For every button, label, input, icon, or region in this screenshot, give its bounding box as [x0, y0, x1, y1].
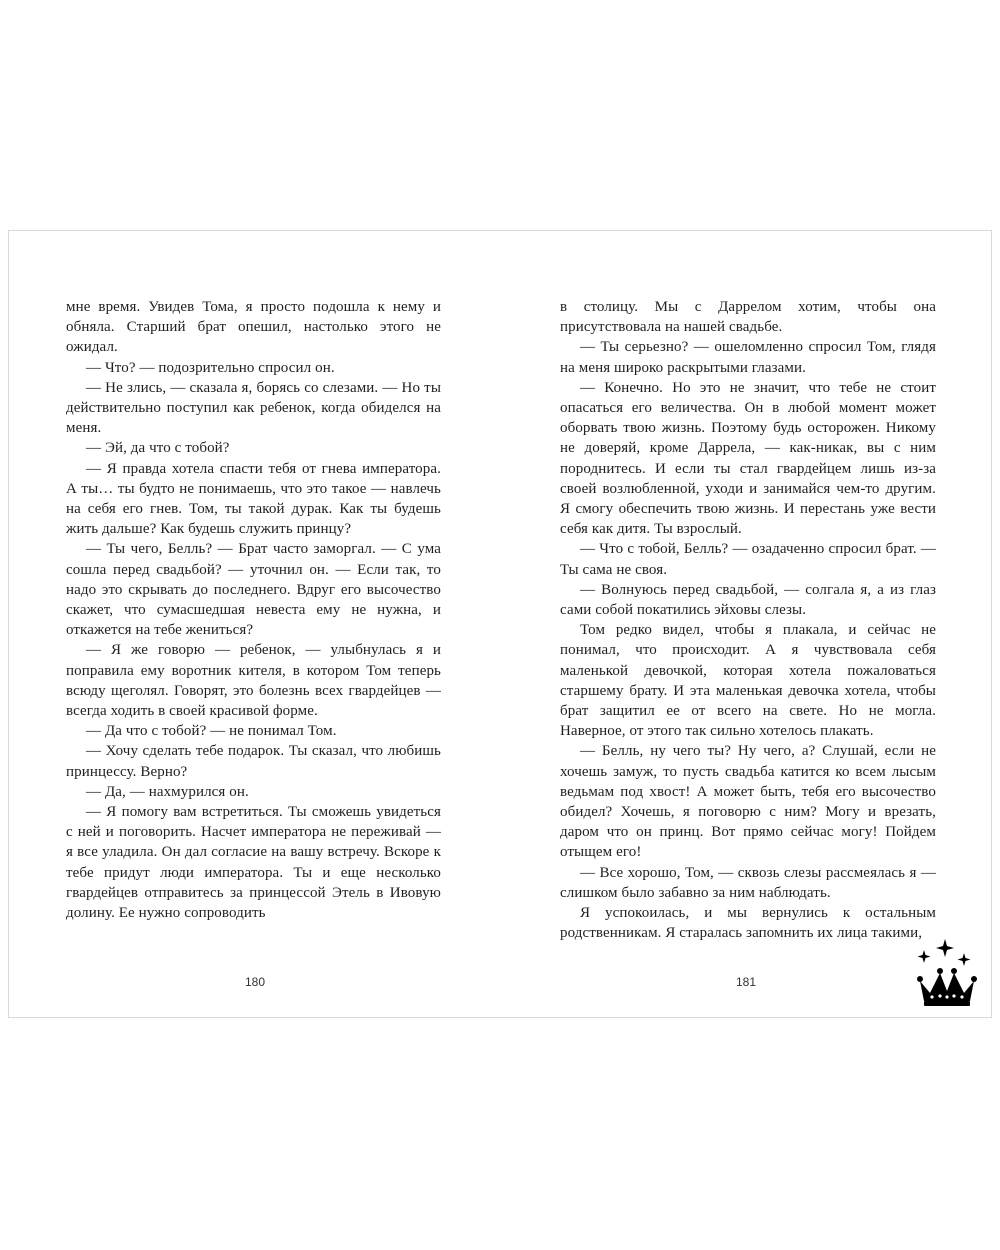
paragraph: — Я правда хотела спасти тебя от гнева императора. А ты… ты будто не понимаешь, что это такое — навлечь на себя его гнев. Том, ты такой дурак. Как ты будешь жить дальше? Как будешь служить принцу? [66, 460, 441, 538]
right-page [501, 231, 993, 1017]
paragraph: — Не злись, — сказала я, борясь со слезами. — Но ты действительно поступил как ребенок, когда обиделся на меня. [66, 379, 441, 437]
paragraph: — Конечно. Но это не значит, что тебе не стоит опасаться его величества. Он в любой момент может оборвать твою жизнь. Поэтому будь осторожен. Никому не доверяй, кроме Даррела, — как-никак, вы с ним породнитесь. И если ты стал гвардейцем лишь из-за своей возлюбленной, уходи и занимайся чем-то другим. Я смогу обеспечить твою жизнь. И перестань уже вести себя как дитя. Ты взрослый. [560, 379, 936, 538]
paragraph: — Что? — подозрительно спросил он. [86, 359, 335, 376]
left-page-number: 180 [245, 975, 266, 989]
crown-stars-icon [914, 937, 980, 1009]
paragraph: — Да что с тобой? — не понимал Том. [86, 723, 337, 740]
paragraph: — Ты чего, Белль? — Брат часто заморгал. — С ума сошла перед свадьбой? — уточнил он. — Если так, то надо это скрывать до последнего. Вдруг его высочество скажет, что сумасшедшая невеста ему не нужна, и откажется на тебе жениться? [66, 541, 441, 639]
paragraph: — Я помогу вам встретиться. Ты сможешь увидеться с ней и поговорить. Насчет императора не переживай — я все уладила. Он дал согласие на вашу встречу. Вскоре к тебе придут люди императора. Ты и еще несколько гвардейцев отправитесь за принцессой Этель в Ивовую долину. Ее нужно сопроводить [66, 804, 441, 922]
paragraph: Том редко видел, чтобы я плакала, и сейчас не понимал, что происходит. А я чувствовала себя маленькой девочкой, которая хотела пожаловаться старшему брату. И эта маленькая девочка хотела, чтобы брат защитил ее от всего на свете. Но не могла. Наверное, от этого так сильно хотелось плакать. [560, 622, 936, 740]
left-page-text [66, 297, 441, 923]
paragraph: — Волнуюсь перед свадьбой, — солгала я, а из глаз сами собой покатились эйховы слезы. [560, 581, 936, 619]
paragraph: — Все хорошо, Том, — сквозь слезы рассмеялась я — слишком было забавно за ним наблюдать. [560, 864, 936, 901]
paragraph: — Что с тобой, Белль? — озадаченно спросил брат. — Ты сама не своя. [560, 541, 936, 578]
paragraph: в столицу. Мы с Даррелом хотим, чтобы она присутствовала на нашей свадьбе. [560, 299, 936, 336]
left-page [9, 231, 501, 1017]
paragraph: мне время. Увидев Тома, я просто подошла к нему и обняла. Старший брат опешил, настолько этого не ожидал. [66, 299, 441, 356]
paragraph: — Ты серьезно? — ошеломленно спросил Том, глядя на меня широко раскрытыми глазами. [560, 339, 936, 376]
right-page-number: 181 [736, 975, 757, 989]
paragraph: — Я же говорю — ребенок, — улыбнулась я и поправила ему воротник кителя, в котором Том теперь всюду щеголял. Говорят, это болезнь всех гвардейцев — всегда ходить в своей красивой форме. [66, 642, 441, 720]
paragraph: — Белль, ну чего ты? Ну чего, а? Слушай, если не хочешь замуж, то пусть свадьба катится ко всем лысым ведьмам под хвост! А может быть, тебя его высочество обидел? Хочешь, я поговорю с ним? Могу и врезать, даром что он принц. Вот прямо сейчас могу! Пойдем отыщем его! [560, 743, 936, 861]
paragraph: — Эй, да что с тобой? [86, 440, 230, 457]
right-page-text [560, 297, 936, 944]
paragraph: — Да, — нахмурился он. [86, 783, 249, 800]
paragraph: — Хочу сделать тебе подарок. Ты сказал, что любишь принцессу. Верно? [66, 743, 441, 780]
paragraph: Я успокоилась, и мы вернулись к остальным родственникам. Я старалась запомнить их лица такими, [560, 905, 936, 942]
book-spread [8, 230, 992, 1018]
